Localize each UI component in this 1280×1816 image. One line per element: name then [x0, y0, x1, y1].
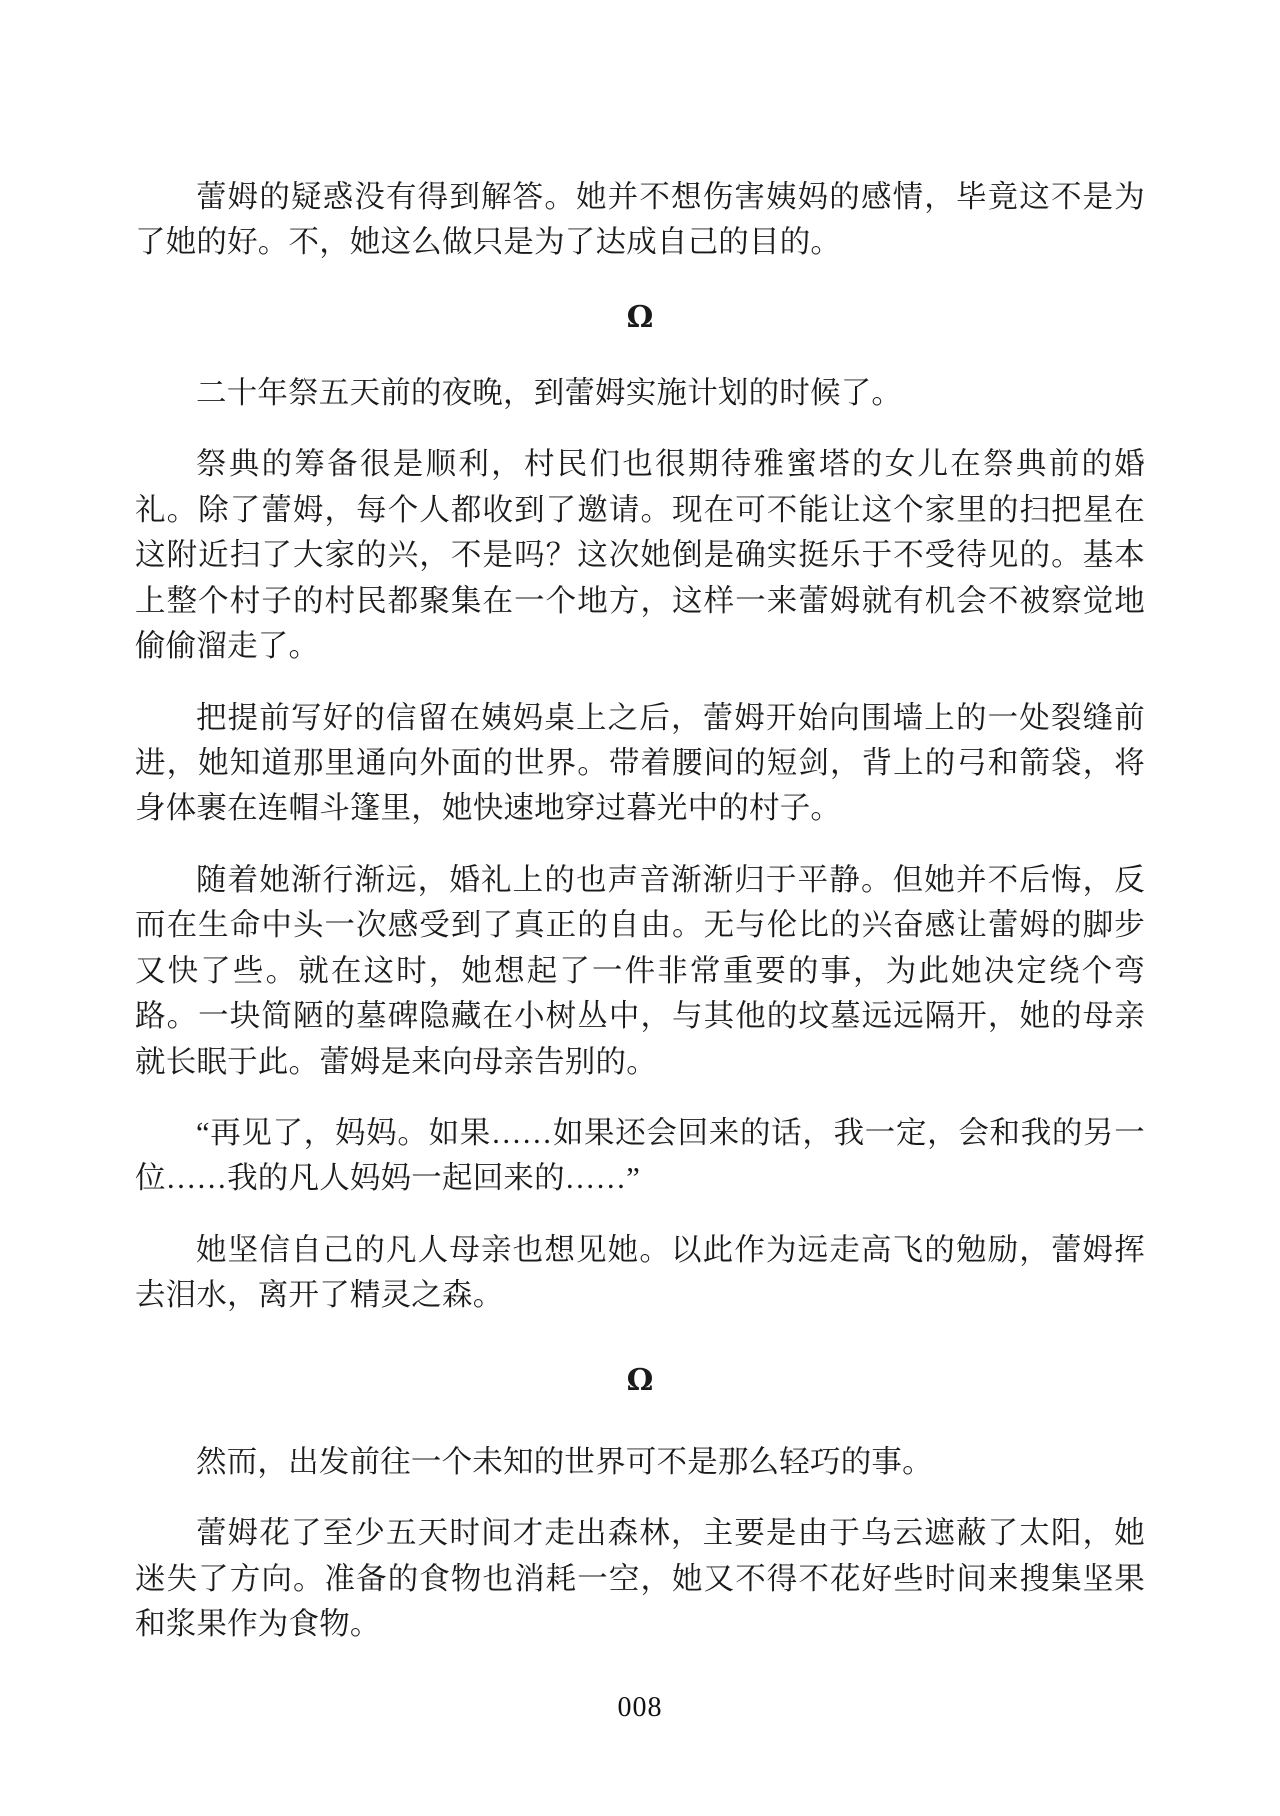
paragraph: 随着她渐行渐远，婚礼上的也声音渐渐归于平静。但她并不后悔，反而在生命中头一次感受到了真正的自由。无与伦比的兴奋感让蕾姆的脚步又快了些。就在这时，她想起了一件非常重要的事，为此她决定绕个弯路。一块简陋的墓碑隐藏在小树丛中，与其他的坟墓远远隔开，她的母亲就长眠于此。蕾姆是来向母亲告别的。 [135, 862, 1145, 1079]
paragraph: “再见了，妈妈。如果……如果还会回来的话，我一定，会和我的另一位……我的凡人妈妈一起回来的……” [135, 1116, 1145, 1196]
section-divider-1: Ω [626, 299, 654, 335]
paragraph: 把提前写好的信留在姨妈桌上之后，蕾姆开始向围墙上的一处裂缝前进，她知道那里通向外面的世界。带着腰间的短剑，背上的弓和箭袋，将身体裹在连帽斗篷里，她快速地穿过暮光中的村子。 [135, 700, 1145, 826]
section-divider-2: Ω [626, 1362, 654, 1398]
paragraph: 蕾姆花了至少五天时间才走出森林，主要是由于乌云遮蔽了太阳，她迷失了方向。准备的食物也消耗一空，她又不得不花好些时间来搜集坚果和浆果作为食物。 [135, 1516, 1145, 1642]
paragraph: 蕾姆的疑惑没有得到解答。她并不想伤害姨妈的感情，毕竟这不是为了她的好。不，她这么做只是为了达成自己的目的。 [135, 180, 1145, 260]
page-number: 008 [617, 1692, 663, 1723]
paragraph: 二十年祭五天前的夜晚，到蕾姆实施计划的时候了。 [196, 375, 903, 410]
paragraph: 祭典的筹备很是顺利，村民们也很期待雅蜜塔的女儿在祭典前的婚礼。除了蕾姆，每个人都收到了邀请。现在可不能让这个家里的扫把星在这附近扫了大家的兴，不是吗？这次她倒是确实挺乐于不受待见的。基本上整个村子的村民都聚集在一个地方，这样一来蕾姆就有机会不被察觉地偷偷溜走了。 [135, 447, 1145, 664]
paragraph: 她坚信自己的凡人母亲也想见她。以此作为远走高飞的勉励，蕾姆挥去泪水，离开了精灵之森。 [135, 1232, 1145, 1313]
paragraph: 然而，出发前往一个未知的世界可不是那么轻巧的事。 [196, 1444, 933, 1479]
